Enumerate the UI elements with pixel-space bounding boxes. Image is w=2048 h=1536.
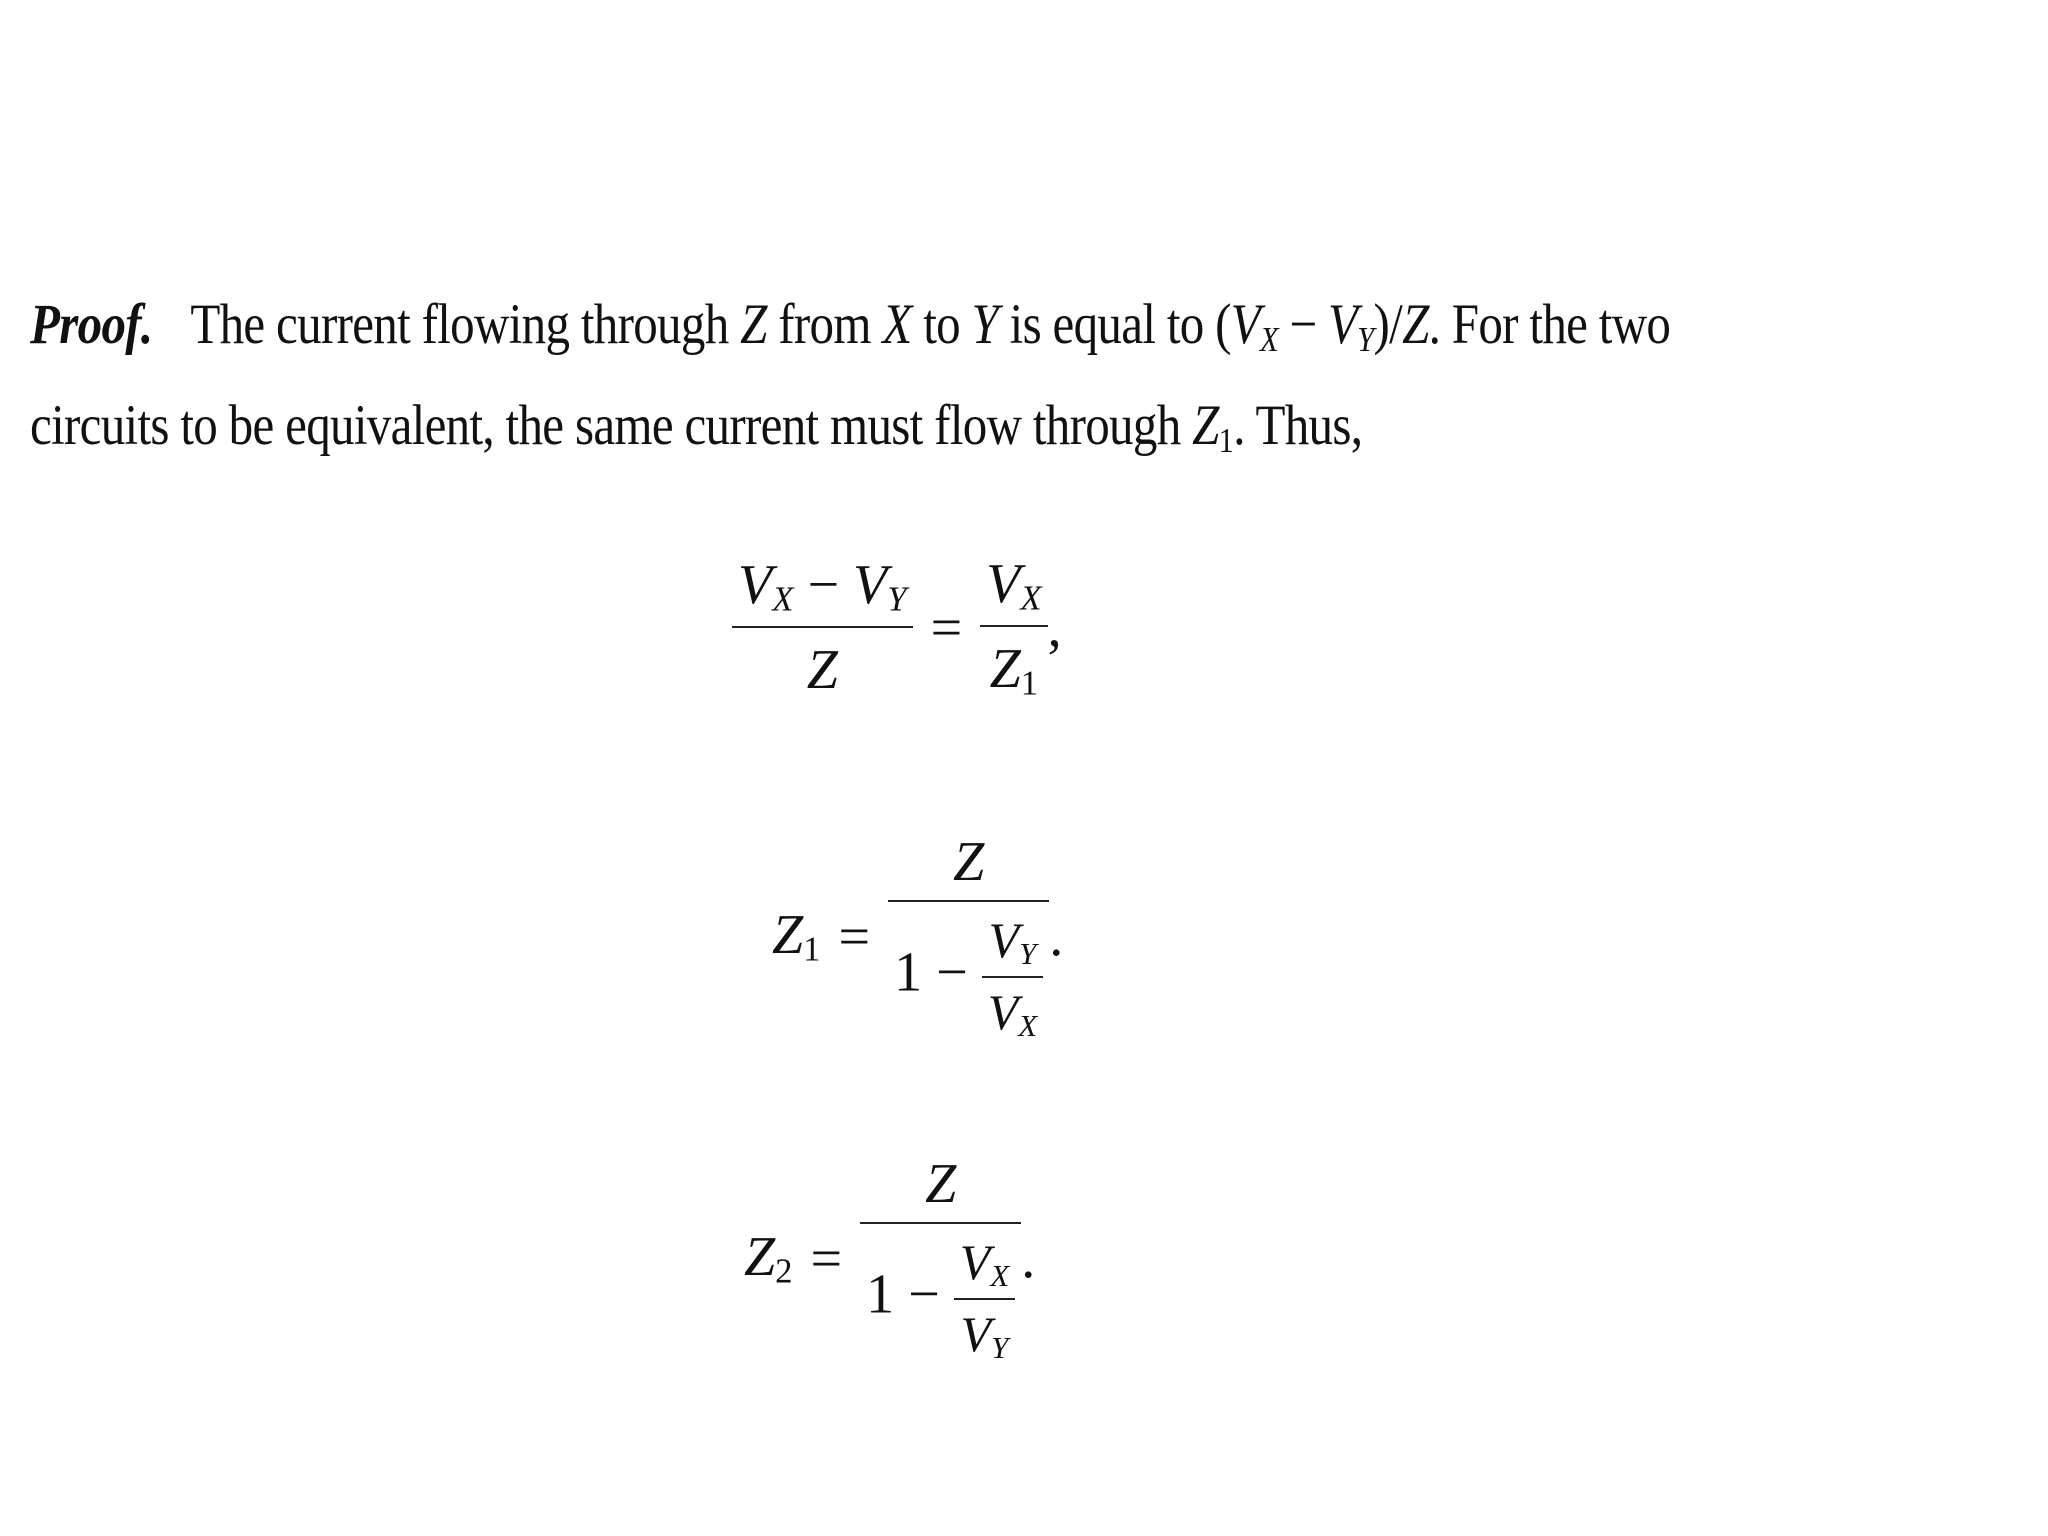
math-operator: − — [793, 554, 854, 617]
equation-1 — [732, 552, 1062, 703]
text-segment: from — [766, 293, 883, 356]
fraction-numerator — [980, 552, 1047, 619]
text-segment: is equal to ( — [998, 293, 1231, 356]
math-symbol: Z — [772, 904, 804, 967]
math-subscript: Y — [887, 579, 907, 619]
math-symbol: V — [1328, 293, 1358, 356]
text-segment: circuits to be equivalent, the same current must flow through — [30, 393, 1193, 457]
math-symbol: V — [853, 554, 888, 617]
math-subscript: 1 — [803, 929, 821, 969]
math-subscript: X — [1018, 1007, 1038, 1043]
math-symbol: Z — [1192, 393, 1219, 457]
math-symbol: V — [988, 912, 1020, 969]
inner-fraction — [954, 1234, 1015, 1365]
text-segment: to — [911, 293, 972, 356]
math-operator: − — [1277, 293, 1329, 356]
math-symbol: V — [738, 554, 773, 617]
math-subscript: 1 — [1218, 420, 1234, 460]
paragraph-line-1 — [30, 282, 2034, 383]
text-segment: . Thus, — [1233, 393, 1363, 457]
fraction-bar — [860, 1222, 1021, 1224]
math-subscript: X — [990, 1258, 1010, 1294]
math-symbol: Y — [971, 293, 999, 356]
text-segment: )/ — [1373, 293, 1403, 356]
fraction-numerator: Z — [925, 1153, 957, 1215]
inner-denominator — [982, 984, 1043, 1043]
math-symbol: V — [959, 1234, 991, 1291]
equation-3 — [744, 1152, 1035, 1365]
math-symbol: V — [960, 1305, 992, 1362]
fraction-denominator: Z — [806, 638, 838, 701]
text-segment: The current flowing through — [190, 293, 741, 356]
math-subscript: X — [772, 579, 794, 619]
math-symbol: Z — [744, 1226, 776, 1289]
fraction-denominator — [860, 1234, 1021, 1365]
math-symbol: V — [1230, 293, 1261, 356]
proof-paragraph — [30, 282, 2034, 484]
equation-punctuation: , — [1047, 596, 1062, 659]
math-symbol: Z — [1402, 293, 1429, 356]
math-subscript: Y — [1357, 319, 1374, 359]
math-symbol: X — [882, 293, 912, 356]
fraction-denominator — [888, 912, 1049, 1043]
equals-sign: = — [838, 905, 871, 968]
fraction-bar — [980, 625, 1047, 627]
fraction-main — [860, 1152, 1021, 1365]
math-subscript: Y — [991, 1329, 1009, 1365]
math-subscript: X — [1260, 319, 1278, 359]
math-symbol: Z — [740, 293, 767, 356]
math-symbol: Z — [989, 637, 1021, 700]
fraction-main — [888, 830, 1049, 1043]
fraction-numerator — [732, 553, 913, 620]
math-subscript: X — [1020, 578, 1042, 618]
math-operator: − — [894, 1263, 954, 1326]
math-symbol: V — [986, 553, 1021, 615]
math-operator: − — [922, 941, 982, 1004]
equation-punctuation: . — [1049, 905, 1064, 968]
text-segment: . For the two — [1428, 293, 1671, 356]
math-number: 1 — [894, 941, 923, 1004]
equals-sign: = — [930, 596, 963, 659]
equation-2 — [772, 830, 1063, 1043]
fraction-bar — [954, 1298, 1015, 1300]
equals-sign: = — [810, 1227, 843, 1290]
fraction-bar — [982, 976, 1043, 978]
inner-fraction — [982, 912, 1043, 1043]
equation-punctuation: . — [1021, 1227, 1036, 1290]
math-subscript: Y — [1019, 936, 1037, 972]
inner-numerator — [983, 912, 1043, 971]
math-symbol: V — [987, 983, 1019, 1040]
fraction-rhs — [980, 552, 1047, 703]
fraction-numerator: Z — [953, 831, 985, 893]
fraction-lhs — [732, 553, 913, 702]
math-number: 1 — [866, 1263, 895, 1326]
inner-denominator — [955, 1306, 1015, 1365]
paragraph-line-2 — [30, 383, 2034, 484]
proof-label: Proof. — [30, 293, 153, 356]
equation-lhs — [744, 1225, 793, 1292]
fraction-bar — [732, 626, 913, 628]
math-subscript: 1 — [1020, 663, 1039, 703]
math-subscript: 2 — [775, 1251, 793, 1291]
fraction-bar — [888, 900, 1049, 902]
inner-numerator — [954, 1234, 1015, 1293]
fraction-denominator — [984, 637, 1045, 704]
equation-lhs — [772, 903, 821, 970]
